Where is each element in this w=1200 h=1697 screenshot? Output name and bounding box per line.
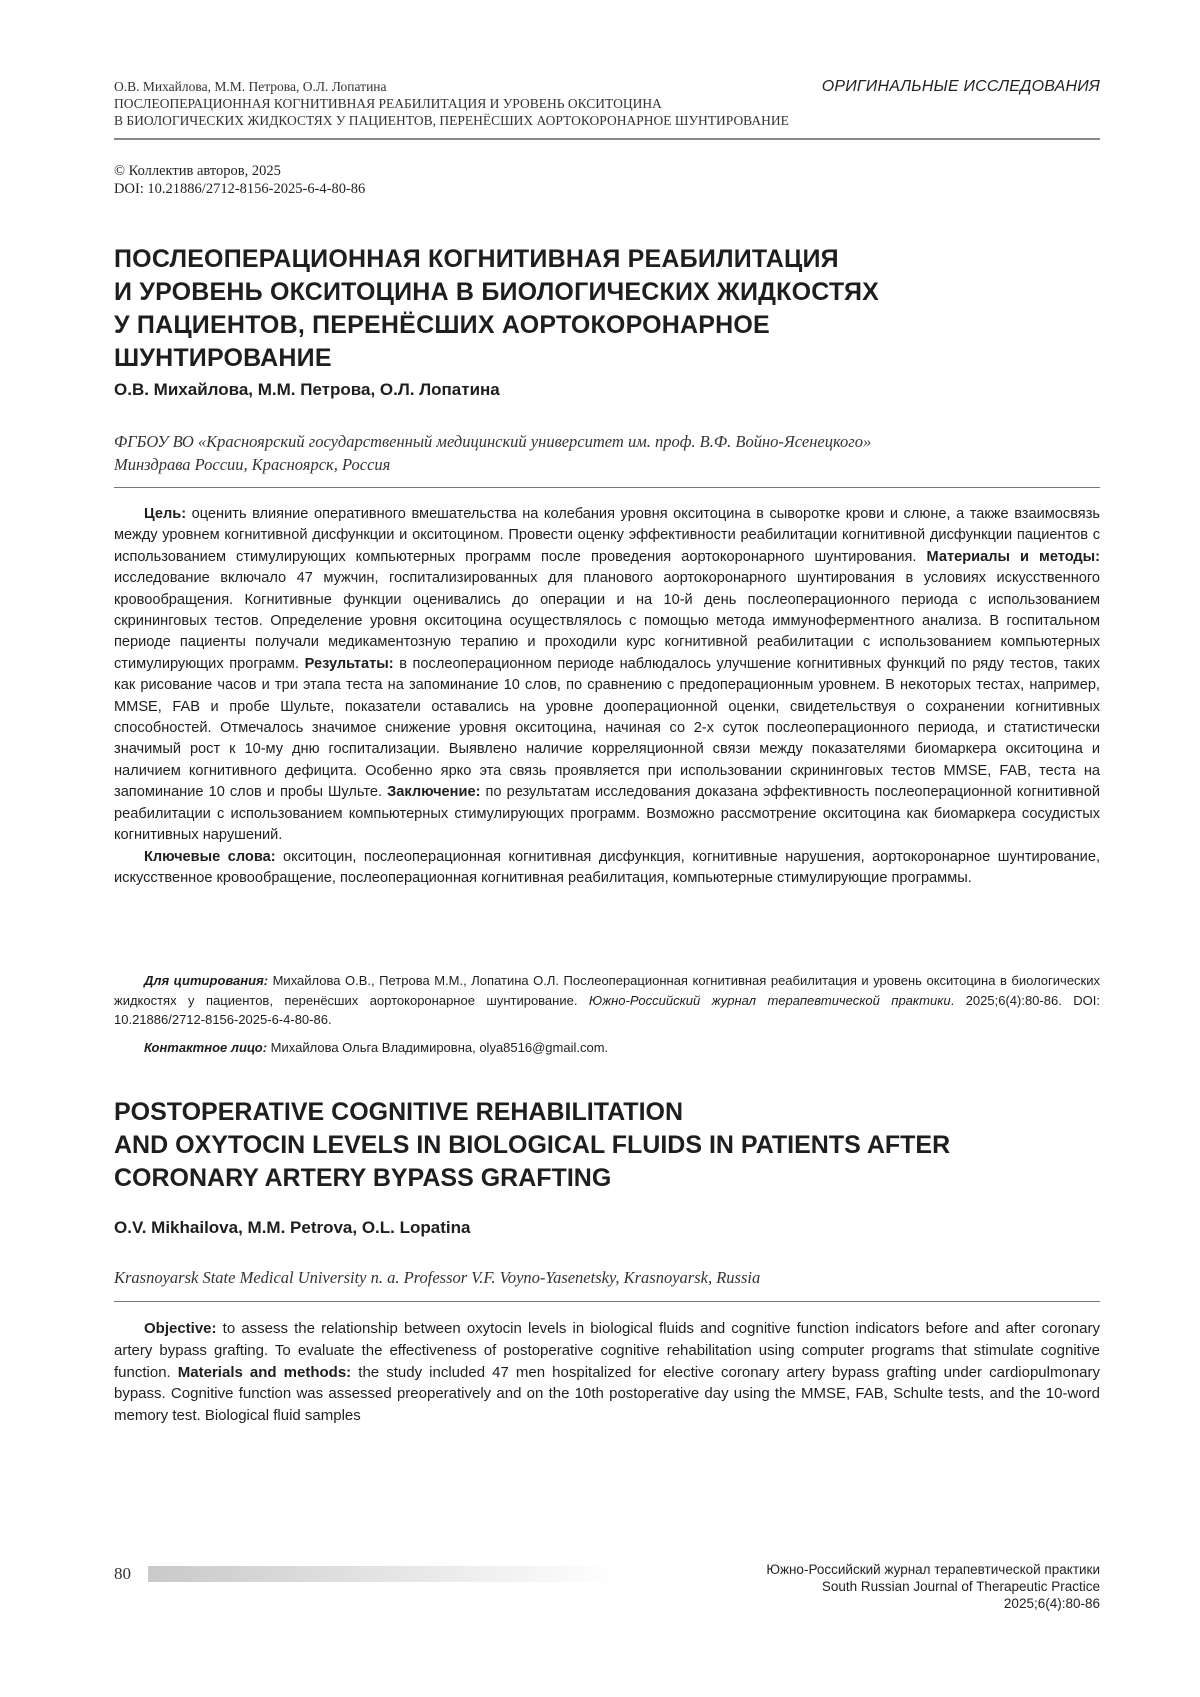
results-label: Результаты: (304, 655, 394, 672)
contact (114, 1038, 1100, 1058)
citation-label: Для цитирования: (144, 973, 269, 988)
article-title-ru (114, 243, 1014, 375)
contact-label: Контактное лицо: (144, 1039, 268, 1055)
citation-text: Михайлова О.В., Петрова М.М., Лопатина О.Л. Послеоперационная когнитивная реабилитация и уровень окситоцина в биологических жидкостях у пациентов, перенёсших аортокоронарное шунтирование. (114, 973, 1100, 1008)
footer-journal-ru: Южно-Российский журнал терапевтической практики (766, 1562, 1100, 1577)
authors-en: O.V. Mikhailova, M.M. Petrova, O.L. Lopatina (114, 1218, 471, 1237)
abstract-divider-ru (114, 487, 1100, 488)
objective-text: to assess the relationship between oxytocin levels in biological fluids and cognitive function indicators before and after coronary artery bypass grafting. To evaluate the effectiveness of postoperative cognitive rehabilitation using computer programs that stimulate cognitive function. (114, 1320, 1100, 1381)
running-header-authors: О.В. Михайлова, М.М. Петрова, О.Л. Лопатина (114, 79, 387, 94)
affiliation-ru-line2: Минздрава России, Красноярск, Россия (114, 455, 391, 474)
running-header (114, 78, 1100, 129)
running-header-title-line1: ПОСЛЕОПЕРАЦИОННАЯ КОГНИТИВНАЯ РЕАБИЛИТАЦИЯ И УРОВЕНЬ ОКСИТОЦИНА (114, 96, 662, 111)
methods-label: Материалы и методы: (926, 548, 1101, 565)
section-label: ОРИГИНАЛЬНЫЕ ИССЛЕДОВАНИЯ (821, 78, 1100, 95)
abstract-en-body (114, 1318, 1100, 1427)
methods-en-text: the study included 47 men hospitalized for elective coronary artery bypass grafting under cardiopulmonary bypass. Cognitive function was assessed preoperatively and on the 10th postoperative day using the MMSE, FAB, Schulte tests, and the 10-word memory test. Biological fluid samples (114, 1363, 1100, 1425)
abstract-ru-body (114, 504, 1100, 847)
page-number: 80 (114, 1564, 131, 1583)
title-en-line: CORONARY ARTERY BYPASS GRAFTING (114, 1164, 612, 1192)
title-ru-line: ПОСЛЕОПЕРАЦИОННАЯ КОГНИТИВНАЯ РЕАБИЛИТАЦИЯ (114, 245, 839, 273)
affiliation-ru-line1: ФГБОУ ВО «Красноярский государственный медицинский университет им. проф. В.Ф. Войно-Ясенецкого» (114, 432, 872, 451)
title-ru-line: У ПАЦИЕНТОВ, ПЕРЕНЁСШИХ АОРТОКОРОНАРНОЕ (114, 311, 770, 339)
title-ru-line: ШУНТИРОВАНИЕ (114, 344, 332, 372)
title-en-line: AND OXYTOCIN LEVELS IN BIOLOGICAL FLUIDS IN PATIENTS AFTER (114, 1131, 951, 1159)
conclusion-text: по результатам исследования доказана эффективность послеоперационной когнитивной реабилитации с использованием компьютерных стимулирующих программ. Возможно рассмотрение окситоцина как биомаркера сосудистых когнитивных нарушений. (114, 784, 1101, 844)
citation (114, 971, 1100, 1030)
footer-issue: 2025;6(4):80-86 (1003, 1596, 1100, 1611)
citation-ref: . 2025;6(4):80-86. DOI: 10.21886/2712-8156-2025-6-4-80-86. (114, 992, 1100, 1027)
objective-label: Objective: (144, 1320, 217, 1337)
footer-gradient-bar (148, 1566, 618, 1582)
contact-text: Михайлова Ольга Владимировна, olya8516@gmail.com. (267, 1039, 609, 1055)
copyright: © Коллектив авторов, 2025 (114, 163, 281, 179)
affiliation-en: Krasnoyarsk State Medical University n. a. Professor V.F. Voyno-Yasenetsky, Krasnoyarsk, Russia (114, 1268, 761, 1287)
methods-en-label: Materials and methods: (177, 1363, 352, 1381)
keywords-ru (114, 847, 1100, 890)
footer-journal (766, 1561, 1100, 1612)
title-en-line: POSTOPERATIVE COGNITIVE REHABILITATION (114, 1098, 684, 1126)
doi[interactable]: DOI: 10.21886/2712-8156-2025-6-4-80-86 (114, 181, 366, 197)
title-ru-line: И УРОВЕНЬ ОКСИТОЦИНА В БИОЛОГИЧЕСКИХ ЖИДКОСТЯХ (114, 278, 880, 306)
citation-block (114, 971, 1100, 1057)
abstract-ru (114, 504, 1100, 889)
article-meta (114, 162, 365, 198)
abstract-divider-en (114, 1301, 1100, 1302)
conclusion-label: Заключение: (387, 784, 481, 801)
keywords-text: окситоцин, послеоперационная когнитивная дисфункция, когнитивные нарушения, аортокоронарное шунтирование, искусственное кровообращение, послеоперационная когнитивная реабилитация, компьютерные стимулирующие программы. (114, 848, 1100, 886)
citation-journal: Южно-Российский журнал терапевтической практики (588, 992, 951, 1008)
aim-text: оценить влияние оперативного вмешательства на колебания уровня окситоцина в сыворотке крови и слюне, а также взаимосвязь между уровнем когнитивной дисфункции и окситоцином. Провести оценку эффективности реабилитации когнитивной дисфункции пациентов с использованием стимулирующих компьютерных программ после проведения аортокоронарного шунтирования. (114, 506, 1100, 565)
results-text: в послеоперационном периоде наблюдалось улучшение когнитивных функций по ряду тестов, таких как рисование часов и три этапа теста на запоминание 10 слов, по сравнению с предоперационным уровнем. В некоторых тестах, например, MMSE, FAB и пробе Шульте, показатели оставались на уровне дооперационной оценки, свидетельствуя о сохранении когнитивных способностей. Отмечалось значимое снижение уровня окситоцина, начиная со 2-х суток послеоперационного периода, и статистически значимый рост к 10-му дню госпитализации. Выявлено наличие корреляционной связи между показателями биомаркера окситоцина и наличием когнитивного дефицита. Особенно ярко эта связь проявляется при использовании скрининговых тестов MMSE, FAB, теста на запоминание 10 слов и пробы Шульте. (114, 655, 1100, 801)
header-divider (114, 138, 1100, 140)
abstract-en (114, 1318, 1100, 1427)
footer-journal-en: South Russian Journal of Therapeutic Practice (821, 1579, 1100, 1594)
keywords-label: Ключевые слова: (144, 848, 276, 865)
authors-ru: О.В. Михайлова, М.М. Петрова, О.Л. Лопатина (114, 380, 500, 399)
methods-text: исследование включало 47 мужчин, госпитализированных для планового аортокоронарного шунтирования в условиях искусственного кровообращения. Когнитивные функции оценивались до операции и на 10-й день послеоперационного периода с использованием скрининговых тестов. Определение уровня окситоцина осуществлялось с помощью метода иммуноферментного анализа. В госпитальном периоде пациенты получали медикаментозную терапию и проходили курс когнитивной реабилитации с использованием компьютерных стимулирующих программ. (114, 570, 1100, 672)
aim-label: Цель: (144, 506, 187, 522)
running-header-title-line2: В БИОЛОГИЧЕСКИХ ЖИДКОСТЯХ У ПАЦИЕНТОВ, ПЕРЕНЁСШИХ АОРТОКОРОНАРНОЕ ШУНТИРОВАНИЕ (114, 113, 789, 128)
affiliation-ru (114, 430, 1100, 476)
article-title-en (114, 1096, 1074, 1195)
